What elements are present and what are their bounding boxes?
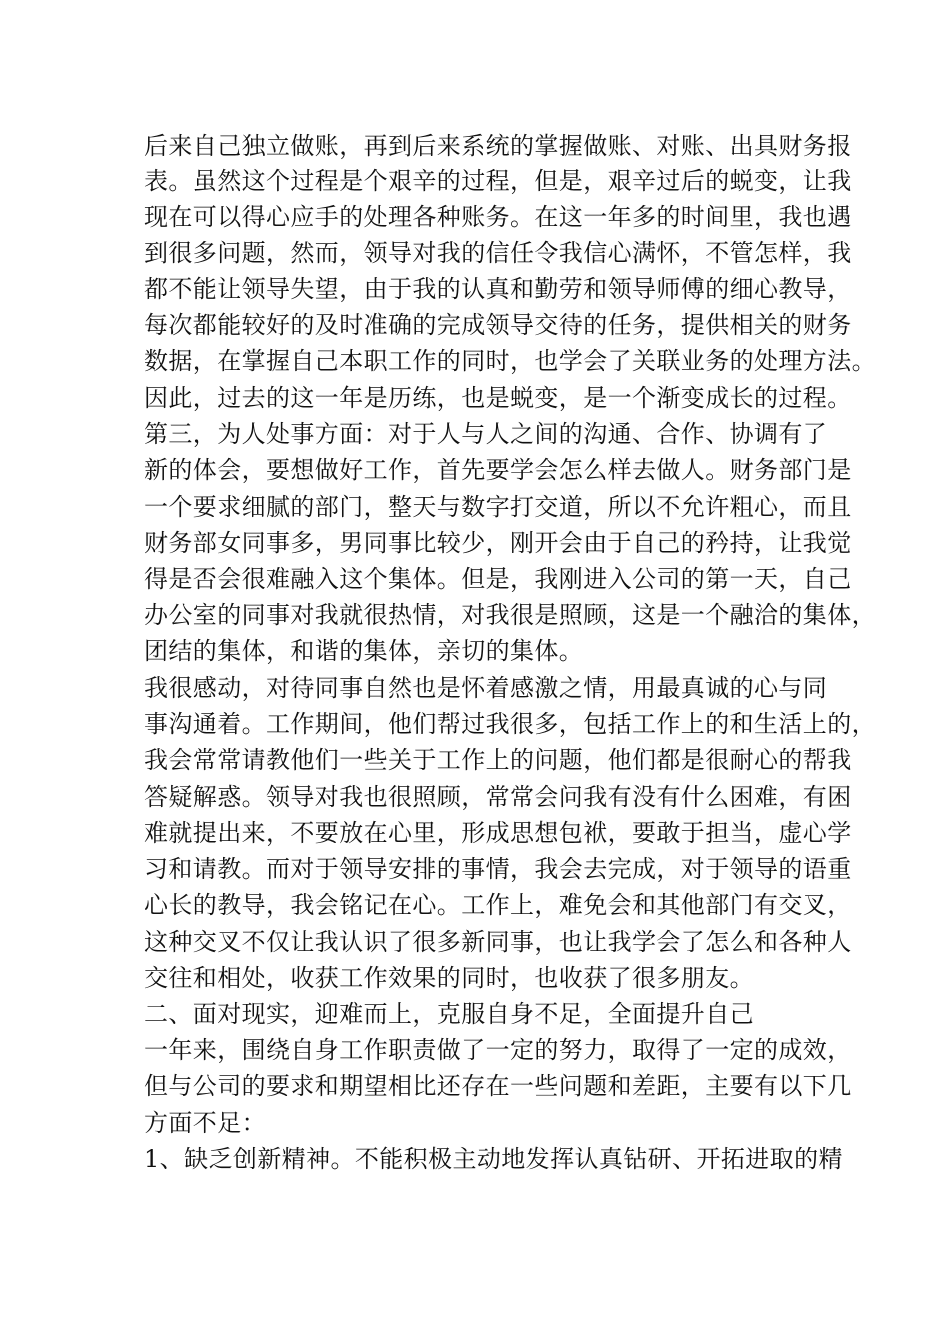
text-line: 一个要求细腻的部门，整天与数字打交道，所以不允许粗心，而且	[144, 493, 852, 521]
text-line: 事沟通着。工作期间，他们帮过我很多，包括工作上的和生活上的，	[144, 710, 876, 738]
text-line: 我会常常请教他们一些关于工作上的问题，他们都是很耐心的帮我	[144, 746, 852, 774]
text-line: 这种交叉不仅让我认识了很多新同事，也让我学会了怎么和各种人	[144, 928, 852, 956]
text-line: 财务部女同事多，男同事比较少，刚开会由于自己的矜持，让我觉	[144, 529, 852, 557]
text-line: 团结的集体，和谐的集体，亲切的集体。	[144, 637, 584, 665]
text-line: 数据，在掌握自己本职工作的同时，也学会了关联业务的处理方法。	[144, 347, 876, 375]
text-line: 方面不足：	[144, 1109, 266, 1137]
text-line: 心长的教导，我会铭记在心。工作上，难免会和其他部门有交叉，	[144, 891, 852, 919]
text-line: 得是否会很难融入这个集体。但是，我刚进入公司的第一天，自己	[144, 565, 852, 593]
section-heading: 二、面对现实，迎难而上，克服自身不足，全面提升自己	[144, 1000, 754, 1028]
text-line: 现在可以得心应手的处理各种账务。在这一年多的时间里，我也遇	[144, 203, 852, 231]
text-line: 到很多问题，然而，领导对我的信任令我信心满怀，不管怎样，我	[144, 239, 852, 267]
list-item-line: 1、缺乏创新精神。不能积极主动地发挥认真钻研、开拓进取的精	[144, 1145, 843, 1173]
text-line: 后来自己独立做账，再到后来系统的掌握做账、对账、出具财务报	[144, 132, 852, 160]
text-line: 交往和相处，收获工作效果的同时，也收获了很多朋友。	[144, 964, 754, 992]
paragraph-start-line: 第三，为人处事方面：对于人与人之间的沟通、合作、协调有了	[144, 420, 828, 448]
text-line: 难就提出来，不要放在心里，形成思想包袱，要敢于担当，虚心学	[144, 819, 852, 847]
text-line: 每次都能较好的及时准确的完成领导交待的任务，提供相关的财务	[144, 311, 852, 339]
text-line: 因此，过去的这一年是历练，也是蜕变，是一个渐变成长的过程。	[144, 384, 852, 412]
text-line: 但与公司的要求和期望相比还存在一些问题和差距，主要有以下几	[144, 1072, 852, 1100]
text-line: 办公室的同事对我就很热情，对我很是照顾，这是一个融洽的集体，	[144, 601, 876, 629]
paragraph-start-line: 我很感动，对待同事自然也是怀着感激之情，用最真诚的心与同	[144, 674, 828, 702]
text-line: 表。虽然这个过程是个艰辛的过程，但是，艰辛过后的蜕变，让我	[144, 167, 852, 195]
text-line: 都不能让领导失望，由于我的认真和勤劳和领导师傅的细心教导，	[144, 275, 852, 303]
text-line: 新的体会，要想做好工作，首先要学会怎么样去做人。财务部门是	[144, 456, 852, 484]
text-line: 答疑解惑。领导对我也很照顾，常常会问我有没有什么困难，有困	[144, 783, 852, 811]
paragraph-start-line: 一年来，围绕自身工作职责做了一定的努力，取得了一定的成效，	[144, 1036, 852, 1064]
text-line: 习和请教。而对于领导安排的事情，我会去完成，对于领导的语重	[144, 855, 852, 883]
